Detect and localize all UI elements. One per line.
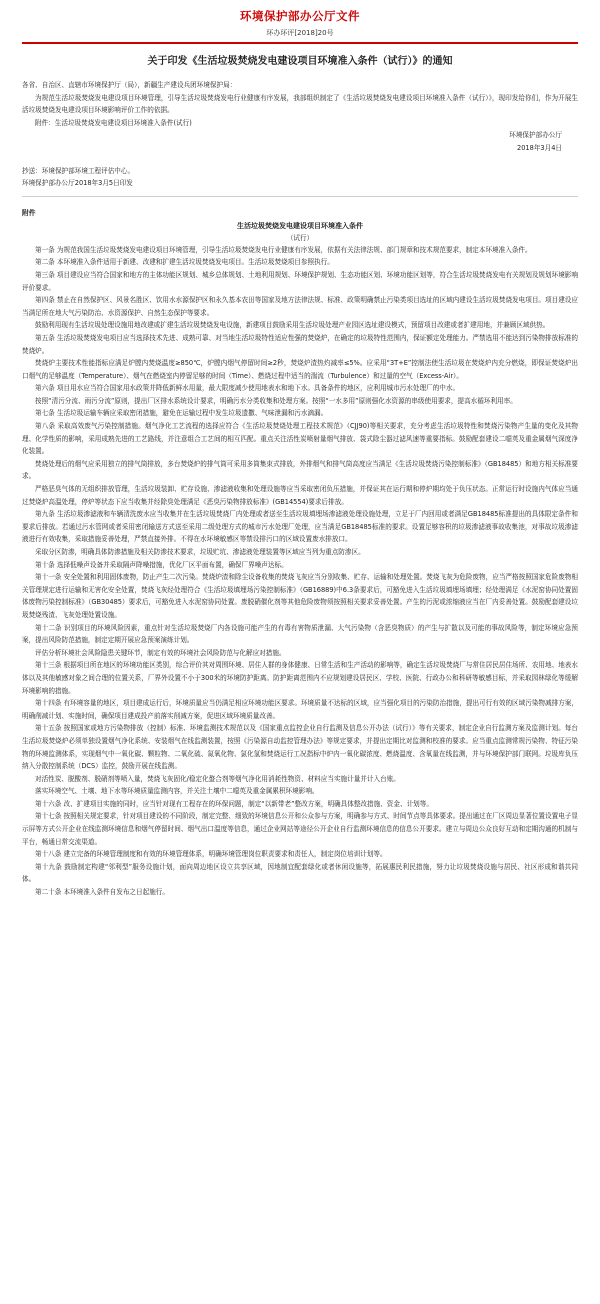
article-paragraph: 第十七条 按照相关规定要求，针对项目建设的不同阶段，制定完整、细致的环境信息公开和公众参与方案，明确参与方式、时间节点等具体要求。提出通过在厂区周边显著位置设置电子显示屏等方式公开企业在线监测环境信息和烟气停留时间、烟气出口温度等信息，通过企业网站等途径公开企业自行监测环境信息的信息公开要求。建立与周边公众良好互动和定期沟通的机制与平台，畅通日常交流渠道。 xyxy=(22,812,578,846)
article-paragraph: 对活性炭、脱酸剂、脱硝剂等喷入量，焚烧飞灰固化/稳定化螯合剂等烟气净化用消耗性物资、材料应当实施计量并计入台账。 xyxy=(35,774,400,783)
article-paragraph: 第九条 生活垃圾渗滤液和车辆清洗废水应当收集并在生活垃圾焚烧厂内处理或者送至生活垃圾填埋场渗滤液处理设施处理，立足于厂内回用或者满足GB18485标准提出的具体限定条件和要求后排放。若通过污水管网或者采用密闭输送方式送至采用二级处理方式的城市污水处理厂处理，应当满足GB18485标准的要求。设置足够容积的垃圾渗滤液事故收集池，对事故垃圾渗滤液进行有效收集，采取措施妥善处理，严禁直接外排。不得在水环境敏感区等禁设排污口的区域设置废水排放口。 xyxy=(22,510,578,544)
article-paragraph: 第十九条 鼓励制定构建“邻利型”服务设施计划，面向周边地区设立共享区域，因地制宜配套绿化或者休闲设施等，拓展惠民利民措施，努力让垃圾焚烧设施与居民、社区形成和谐共同体。 xyxy=(22,862,578,884)
article-paragraph: 采取分区防渗，明确具体防渗措施及相关防渗技术要求，垃圾贮坑、渗滤液处理装置等区域应当列为重点防渗区。 xyxy=(35,548,365,556)
signing-organization: 环境保护部办公厅 xyxy=(509,131,562,140)
article-paragraph: 按照“清污分流、雨污分流”原则，提出厂区排水系统设计要求，明确污水分类收集和处理方案。按照“一水多用”原则强化水资源的串级使用要求，提高水循环利用率。 xyxy=(35,396,517,405)
cc-line: 抄送：环境保护部环境工程评估中心。 xyxy=(22,166,135,175)
article-paragraph: 严格恶臭气体的无组织排放管理，生活垃圾装卸、贮存设施、渗滤液收集和处理设施等应当采取密闭负压措施，并保证其在运行期和停炉期均处于负压状态。正常运行时设施内气体应当通过焚烧炉高温处理，停炉等状态下应当收集并经除臭处理满足《恶臭污染物排放标准》(GB14554)要求后排放。 xyxy=(22,485,578,506)
appendix-articles xyxy=(22,244,578,899)
article-paragraph: 第四条 禁止在自然保护区、风景名胜区、饮用水水源保护区和永久基本农田等国家及地方法律法规、标准、政策明确禁止污染类项目选址的区域内建设生活垃圾焚烧发电项目。项目建设应当满足所在地大气污染防治、水资源保护、自然生态保护等要求。 xyxy=(22,296,578,317)
article-paragraph: 第三条 项目建设应当符合国家和地方的主体功能区规划、城乡总体规划、土地利用规划、环境保护规划、生态功能区划、环境功能区划等，符合生活垃圾焚烧发电有关规划及规划环境影响评价要求。 xyxy=(22,270,578,292)
article-paragraph: 第十二条 识别项目的环境风险因素，重点针对生活垃圾焚烧厂内各设施可能产生的有毒有害物质泄漏、大气污染物（含恶臭物质）的产生与扩散以及可能的事故风险等，制定环境应急预案，提出风险防范措施，制定定期开展应急预案演练计划。 xyxy=(22,623,578,645)
article-paragraph: 落实环境空气、土壤、地下水等环境质量监测内容，并关注土壤中二噁英及重金属累积环境影响。 xyxy=(35,787,319,796)
notice-title: 关于印发《生活垃圾焚烧发电建设项目环境准入条件（试行）》的通知 xyxy=(147,56,453,67)
article-paragraph: 评估分析环境社会风险隐患关键环节，制定有效的环境社会风险防范与化解应对措施。 xyxy=(35,648,286,657)
article-paragraph: 第十四条 有环境容量的地区，项目建成运行后，环境质量应当仍满足相应环境功能区要求。环境质量不达标的区域，应当强化项目的污染防治措施，提出可行有效的区域污染物减排方案，明确削减计划、实施时间，确保项目建成投产前落实削减方案，促进区域环境质量改善。 xyxy=(22,699,578,720)
notice-body: 为规范生活垃圾焚烧发电建设项目环境管理，引导生活垃圾焚烧发电行业健康有序发展，我部组织制定了《生活垃圾焚烧发电建设项目环境准入条件（试行）》，现印发给你们，作为开展生活垃圾焚烧发电建设项目环境影响评价工作的依据。 xyxy=(22,93,578,115)
article-paragraph: 第十三条 根据项目所在地区的环境功能区类别，综合评价其对周围环境、居住人群的身体健康、日常生活和生产活动的影响等，确定生活垃圾焚烧厂与常住居民居住场所、农用地、地表水体以及其他敏感对象之间合理的位置关系，厂界外设置不小于300米的环境防护距离。防护距离范围内不应规划建设居民区、学校、医院、行政办公和科研等敏感目标，并采取园林绿化等缓解环境影响的措施。 xyxy=(22,661,578,695)
red-divider xyxy=(22,42,578,44)
section-divider xyxy=(22,196,578,197)
article-paragraph: 焚烧处理后的烟气应采用独立的排气筒排放，多台焚烧炉的排气筒可采用多筒集束式排放，外排烟气和排气筒高度应当满足《生活垃圾焚烧污染控制标准》（GB18485）和地方相关标准要求。 xyxy=(22,459,578,481)
signing-date: 2018年3月4日 xyxy=(517,143,562,152)
article-paragraph: 第七条 生活垃圾运输车辆应采取密闭措施，避免在运输过程中发生垃圾遗撒、气味泄漏和污水滴漏。 xyxy=(35,409,328,418)
document-number: 环办环评[2018]20号 xyxy=(266,29,334,37)
issue-line: 环境保护部办公厅2018年3月5日印发 xyxy=(22,179,133,188)
article-paragraph: 焚烧炉主要技术性能指标应满足炉膛内焚烧温度≥850℃，炉膛内烟气停留时间≥2秒，焚烧炉渣热灼减率≤5%。应采用“3T+E”控制法使生活垃圾在焚烧炉内充分燃烧，即保证焚烧炉出口烟气的足够温度（Temperature）、烟气在燃烧室内停留足够的时间（Time）、燃烧过程中适当的湍流（Turbulence）和过量的空气（Excess-Air）。 xyxy=(22,359,578,380)
article-paragraph: 鼓励利用现有生活垃圾处理设施用地改建或扩建生活垃圾焚烧发电设施，新建项目鼓励采用生活垃圾处理产业园区选址建设模式，预留项目改建或者扩建用地，并兼顾区域供热。 xyxy=(35,321,550,330)
article-paragraph: 第十六条 改、扩建项目实施的同时，应当针对现有工程存在的环保问题，制定“以新带老”整改方案，明确具体整改措施、资金、计划等。 xyxy=(35,799,433,808)
appendix-subtitle: （试行） xyxy=(286,233,314,242)
article-paragraph: 第五条 生活垃圾焚烧发电项目应当选择技术先进、成熟可靠、对当地生活垃圾特性适应性强的焚烧炉，在确定的垃圾特性范围内，保证额定处理能力。严禁选用不能达到污染物排放标准的焚烧炉。 xyxy=(22,333,578,355)
article-paragraph: 第二十条 本环境准入条件自发布之日起施行。 xyxy=(35,888,169,897)
article-paragraph: 第十五条 按照国家或地方污染物排放（控制）标准、环境监测技术规范以及《国家重点监控企业自行监测及信息公开办法（试行）》等有关要求，制定企业自行监测方案及监测计划。每台生活垃圾焚烧炉必须单独设置烟气净化系统、安装烟气在线监测装置，按照《污染源自动监控管理办法》等规定要求，并提出定期比对监测和校准的要求。应当重点监测常规污染物、特征污染物的环境监测体系，实现烟气中一氧化碳、颗粒物、二氧化硫、氮氧化物、氯化氢和焚烧运行工况指标中炉内一氧化碳浓度、燃烧温度、含氧量在线监测，并与环境保护部门联网。垃圾库负压纳入分散控制系统（DCS）监控，鼓励开展在线监测。 xyxy=(22,724,578,771)
article-paragraph: 第十一条 安全处置和利用固体废物，防止产生二次污染。焚烧炉渣和除尘设备收集的焚烧飞灰应当分别收集、贮存、运输和处理处置。焚烧飞灰为危险废物，应当严格按照国家危险废物相关管理规定进行运输和无害化安全处置，焚烧飞灰经处理符合《生活垃圾填埋场污染控制标准》（GB16889)中6.3条要求后，可豁免进入生活垃圾填埋场填埋；经处理满足《水泥窑协同处置固体废物污染控制标准》（GB30485）要求后，可豁免进入水泥窑协同处置。废脱硝催化剂等其他危险废物须按照相关要求妥善处置。产生的污泥或浓缩液应当在厂内妥善处置。鼓励配套建设垃圾焚烧残渣、飞灰处理处置设施。 xyxy=(22,573,578,619)
article-paragraph: 第十八条 建立完备的环境管理制度和有效的环境管理体系，明确环境管理岗位职责要求和责任人，制定岗位培训计划等。 xyxy=(35,850,387,859)
appendix-label: 附件 xyxy=(22,208,36,217)
article-paragraph: 第六条 项目用水应当符合国家用水政策并降低新鲜水用量，最大限度减少使用地表水和地下水。具备条件的地区，应利用城市污水处理厂的中水。 xyxy=(35,384,460,393)
salutation: 各省、自治区、直辖市环境保护厅（局），新疆生产建设兵团环境保护局： xyxy=(22,81,237,89)
article-paragraph: 第八条 采取高效废气污染控制措施。烟气净化工艺流程的选择应符合《生活垃圾焚烧处理工程技术规范》（CJJ90)等相关要求，充分考虑生活垃圾特性和焚烧污染物产生量的变化及其物理、化学性质的影响，采用成熟先进的工艺路线，并注意组合工艺间的相互匹配。重点关注活性炭喷射量烟气排放、袋式除尘器过滤风速等重要指标。鼓励配套建设二噁英及重金属烟气深度净化装置。 xyxy=(22,422,578,456)
article-paragraph: 第十条 选择低噪声设备并采取隔声降噪措施，优化厂区平面布置，确保厂界噪声达标。 xyxy=(35,560,288,569)
article-paragraph: 第一条 为规范我国生活垃圾焚烧发电建设项目环境管理，引导生活垃圾焚烧发电行业健康有序发展，依据有关法律法规、部门规章和技术规范要求，制定本环境准入条件。 xyxy=(35,245,532,254)
article-paragraph: 第二条 本环境准入条件适用于新建、改建和扩建生活垃圾焚烧发电项目。生活垃圾焚烧项目参照执行。 xyxy=(35,258,334,267)
issuing-office: 环境保护部办公厅文件 xyxy=(240,9,360,23)
attachment-line: 附件：生活垃圾焚烧发电建设项目环境准入条件(试行) xyxy=(35,118,192,127)
document-header xyxy=(22,0,578,38)
appendix-title: 生活垃圾焚烧发电建设项目环境准入条件 xyxy=(237,221,363,230)
